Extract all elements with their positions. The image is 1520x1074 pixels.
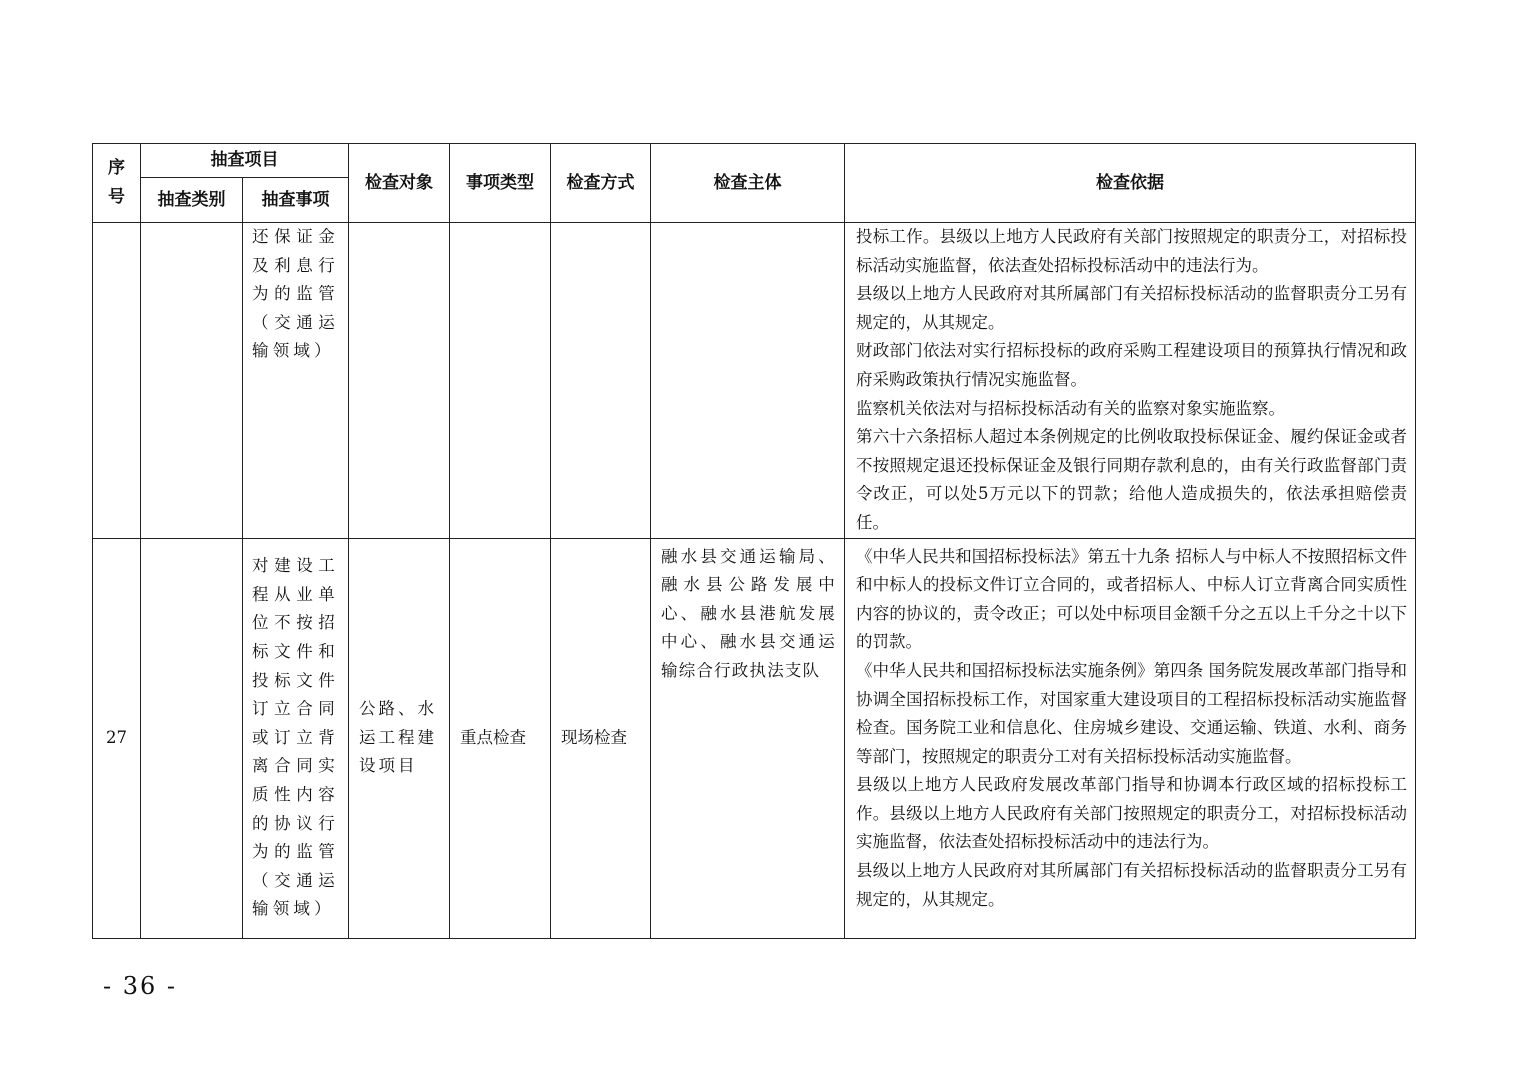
- header-category: 抽查类别: [141, 178, 243, 223]
- cell-category: [141, 538, 243, 938]
- table-row: [93, 223, 1416, 539]
- header-seq: 序号: [93, 144, 141, 223]
- basis-paragraph: 县级以上地方人民政府对其所属部门有关招标投标活动的监督职责分工另有规定的，从其规定。: [856, 284, 1407, 332]
- header-subject: 检查主体: [651, 144, 845, 223]
- cell-method: 现场检查: [551, 538, 651, 938]
- basis-paragraph: 《中华人民共和国招标投标法》第五十九条 招标人与中标人不按照招标文件和中标人的投标文件订立合同的，或者招标人、中标人订立背离合同实质性内容的协议的，责令改正；可以处中标项目金额千分之五以上千分之十以下的罚款。: [856, 546, 1407, 652]
- cell-seq: 27: [93, 538, 141, 938]
- cell-basis: [845, 538, 1416, 938]
- basis-paragraph: 县级以上地方人民政府对其所属部门有关招标投标活动的监督职责分工另有规定的，从其规定。: [856, 861, 1407, 909]
- cell-subject: 融水县交通运输局、融水县公路发展中心、融水县港航发展中心、融水县交通运输综合行政执法支队: [651, 538, 845, 938]
- header-target: 检查对象: [349, 144, 450, 223]
- cell-basis: [845, 223, 1416, 539]
- cell-target: 公路、水运工程建设项目: [349, 538, 450, 938]
- cell-method: [551, 223, 651, 539]
- header-basis: 检查依据: [845, 144, 1416, 223]
- cell-item: 还保证金及利息行为的监管（交通运输领域）: [243, 223, 349, 539]
- header-type: 事项类型: [450, 144, 551, 223]
- table-row: [93, 538, 1416, 938]
- basis-paragraph: 监察机关依法对与招标投标活动有关的监察对象实施监察。: [856, 398, 1285, 418]
- header-project: 抽查项目: [141, 144, 349, 178]
- basis-paragraph: 财政部门依法对实行招标投标的政府采购工程建设项目的预算执行情况和政府采购政策执行情况实施监督。: [856, 341, 1407, 389]
- cell-subject: [651, 223, 845, 539]
- header-item: 抽查事项: [243, 178, 349, 223]
- cell-type: [450, 223, 551, 539]
- cell-target: [349, 223, 450, 539]
- basis-paragraph: 投标工作。县级以上地方人民政府有关部门按照规定的职责分工，对招标投标活动实施监督，依法查处招标投标活动中的违法行为。: [856, 227, 1407, 275]
- cell-seq: [93, 223, 141, 539]
- basis-paragraph: 《中华人民共和国招标投标法实施条例》第四条 国务院发展改革部门指导和协调全国招标投标工作，对国家重大建设项目的工程招标投标活动实施监督检查。国务院工业和信息化、住房城乡建设、交通运输、铁道、水利、商务等部门，按照规定的职责分工对有关招标投标活动实施监督。: [856, 660, 1407, 766]
- basis-paragraph: 县级以上地方人民政府发展改革部门指导和协调本行政区域的招标投标工作。县级以上地方人民政府有关部门按照规定的职责分工，对招标投标活动实施监督，依法查处招标投标活动中的违法行为。: [856, 775, 1407, 852]
- cell-category: [141, 223, 243, 539]
- page-number: - 36 -: [103, 972, 178, 1000]
- cell-item: 对建设工程从业单位不按招标文件和投标文件订立合同或订立背离合同实质性内容的协议行为的监管（交通运输领域）: [243, 538, 349, 938]
- cell-type: 重点检查: [450, 538, 551, 938]
- basis-paragraph: 第六十六条招标人超过本条例规定的比例收取投标保证金、履约保证金或者不按照规定退还投标保证金及银行同期存款利息的，由有关行政监督部门责令改正，可以处5万元以下的罚款；给他人造成损失的，依法承担赔偿责任。: [856, 427, 1407, 532]
- inspection-table: [92, 143, 1416, 939]
- header-method: 检查方式: [551, 144, 651, 223]
